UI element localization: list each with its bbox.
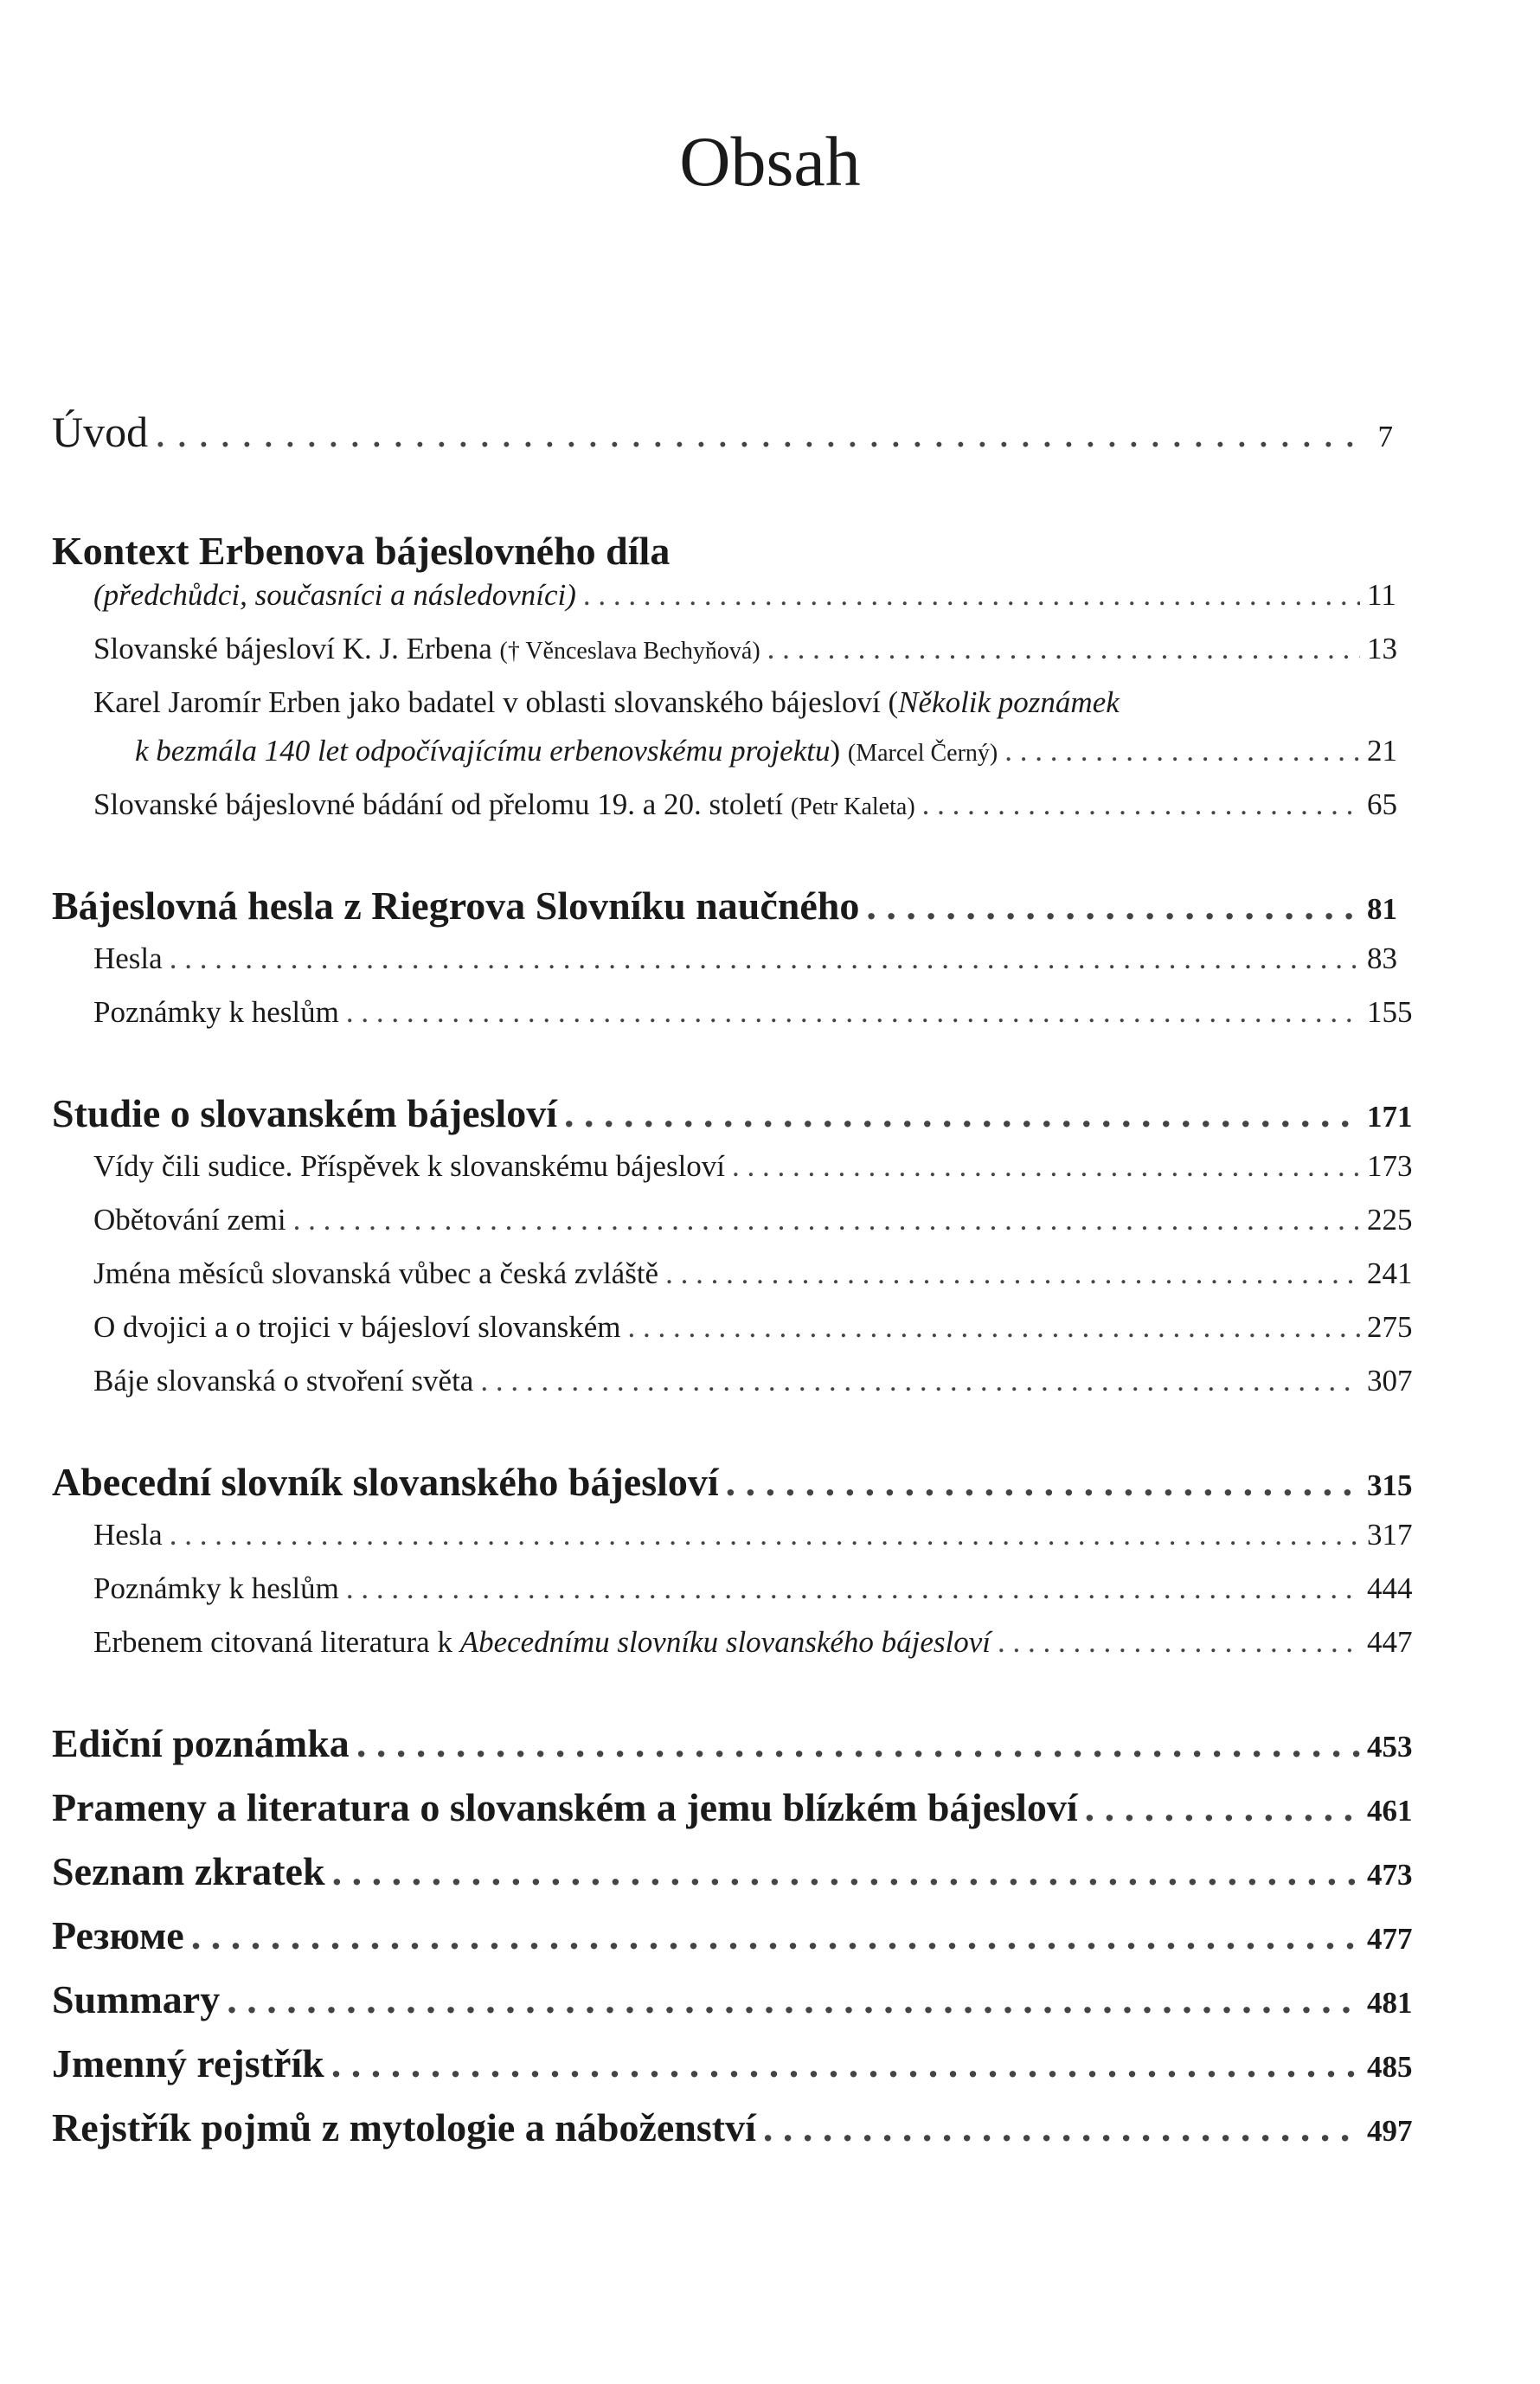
dot-leader	[332, 1848, 1360, 1894]
toc-author: (Petr Kaleta)	[790, 794, 915, 820]
toc-entry-tail[interactable]	[52, 2040, 1413, 2104]
toc-page: 241	[1367, 1256, 1413, 1290]
dot-leader	[1085, 1784, 1360, 1830]
toc-entry-tail[interactable]	[52, 1912, 1413, 1976]
toc-label: Erbenem citovaná literatura k	[93, 1625, 460, 1659]
toc-label: Slovanské bájeslovné bádání od přelomu 19. a 20. století	[93, 787, 784, 821]
dot-leader	[665, 1256, 1360, 1291]
dot-leader	[866, 883, 1360, 929]
toc-page: 477	[1367, 1922, 1413, 1956]
toc-label: Seznam zkratek	[52, 1849, 325, 1893]
toc-entry[interactable]	[52, 1625, 1413, 1679]
toc-label: Hesla	[93, 1518, 163, 1552]
toc-page: 83	[1367, 941, 1397, 975]
dot-leader	[356, 1720, 1360, 1766]
toc-label: Abecední slovník slovanského bájesloví	[52, 1460, 719, 1504]
dot-leader	[346, 1571, 1360, 1606]
toc-page: 447	[1367, 1625, 1413, 1659]
toc-entry-tail[interactable]	[52, 1848, 1413, 1912]
toc-label-italic: k bezmála 140 let odpočívajícímu erbenovskému projektu	[135, 734, 831, 768]
toc-entry-tail[interactable]	[52, 1720, 1413, 1784]
dot-leader	[583, 578, 1360, 613]
toc-page: 485	[1367, 2050, 1413, 2084]
dot-leader	[155, 407, 1360, 457]
toc-section-title[interactable]	[52, 528, 1393, 578]
toc-entry[interactable]	[52, 941, 1397, 995]
toc-author: († Věnceslava Bechyňová)	[499, 638, 760, 665]
toc-entry-tail[interactable]	[52, 2104, 1413, 2169]
toc-label: Bájeslovná hesla z Riegrova Slovníku naučného	[52, 884, 860, 928]
toc-page: 225	[1367, 1203, 1413, 1237]
toc-page: 315	[1367, 1468, 1413, 1502]
toc-page: 171	[1367, 1100, 1413, 1134]
toc-label-italic: Několik poznámek	[898, 685, 1120, 719]
toc-label: (předchůdci, současníci a následovníci)	[93, 578, 576, 612]
toc-page: 275	[1367, 1310, 1413, 1344]
toc-label: Hesla	[93, 941, 163, 975]
toc-page: 317	[1367, 1518, 1413, 1552]
toc-entry[interactable]	[52, 1571, 1413, 1625]
toc-label: Jmenný rejstřík	[52, 2041, 324, 2085]
table-of-contents	[52, 407, 1413, 2169]
toc-page: 7	[1377, 420, 1393, 453]
page-title: Obsah	[679, 122, 861, 201]
dot-leader	[227, 1976, 1360, 2022]
toc-section-subtitle[interactable]	[52, 578, 1396, 632]
toc-label: Vídy čili sudice. Příspěvek k slovanskému bájesloví	[93, 1149, 726, 1183]
dot-leader	[998, 1625, 1360, 1660]
toc-label: Kontext Erbenova bájeslovného díla	[52, 529, 671, 573]
toc-page: 481	[1367, 1986, 1413, 2020]
toc-entry-line2[interactable]: k bezmála 140 let odpočívajícímu erbenovskému projektu) (Marcel Černý) . . . 21	[52, 734, 1393, 787]
toc-entry[interactable]	[52, 632, 1397, 685]
toc-label: Obětování zemi	[93, 1203, 286, 1237]
toc-page: 444	[1367, 1571, 1413, 1605]
toc-author: (Marcel Černý)	[847, 740, 998, 767]
dot-leader	[331, 2040, 1360, 2086]
dot-leader	[922, 787, 1360, 822]
toc-label: Poznámky k heslům	[93, 995, 339, 1029]
toc-page: 13	[1367, 632, 1397, 665]
toc-entry[interactable]	[52, 1310, 1413, 1364]
dot-leader	[726, 1459, 1360, 1505]
dot-leader	[763, 2104, 1360, 2150]
dot-leader	[627, 1310, 1360, 1345]
dot-leader	[170, 1518, 1360, 1552]
dot-leader	[767, 632, 1360, 666]
toc-label: Jména měsíců slovanská vůbec a česká zvláště	[93, 1256, 659, 1290]
toc-section-title[interactable]	[52, 1090, 1413, 1149]
toc-entry-tail[interactable]	[52, 1784, 1413, 1848]
toc-page: 81	[1367, 892, 1397, 926]
toc-label: Úvod	[52, 408, 149, 456]
toc-label: Slovanské bájesloví K. J. Erbena	[93, 632, 492, 665]
toc-entry[interactable]	[52, 787, 1397, 841]
toc-label: Báje slovanská o stvoření světa	[93, 1364, 474, 1398]
toc-label: Rejstřík pojmů z mytologie a náboženství	[52, 2105, 756, 2149]
dot-leader	[732, 1149, 1360, 1184]
toc-section-title[interactable]	[52, 1459, 1413, 1518]
dot-leader	[293, 1203, 1360, 1237]
toc-page: 21	[1367, 734, 1397, 768]
toc-label: Резюме	[52, 1913, 184, 1957]
toc-page: 155	[1367, 995, 1413, 1029]
toc-page: 497	[1367, 2114, 1413, 2148]
dot-leader	[564, 1090, 1360, 1136]
toc-label: Karel Jaromír Erben jako badatel v oblasti slovanského bájesloví (	[93, 685, 899, 719]
toc-entry[interactable]	[52, 1364, 1413, 1417]
dot-leader	[191, 1912, 1360, 1958]
toc-label: Poznámky k heslům	[93, 1571, 339, 1605]
toc-entry[interactable]	[52, 1518, 1413, 1571]
toc-entry[interactable]	[52, 1149, 1413, 1203]
toc-section-title[interactable]	[52, 883, 1397, 941]
dot-leader	[346, 995, 1360, 1030]
toc-entry[interactable]	[52, 1203, 1413, 1256]
dot-leader	[170, 941, 1360, 976]
toc-page: 11	[1367, 578, 1396, 612]
toc-label: Prameny a literatura o slovanském a jemu blízkém bájesloví	[52, 1785, 1078, 1829]
toc-page: 173	[1367, 1149, 1413, 1183]
toc-label: Summary	[52, 1977, 221, 2021]
toc-label: Studie o slovanském bájesloví	[52, 1091, 558, 1135]
toc-page: 65	[1367, 787, 1397, 821]
dot-leader	[1004, 734, 1360, 768]
toc-entry-line1[interactable]	[52, 685, 1393, 734]
toc-entry[interactable]	[52, 995, 1413, 1049]
toc-page: 473	[1367, 1858, 1413, 1892]
toc-entry[interactable]	[52, 1256, 1413, 1310]
toc-entry-intro[interactable]	[52, 407, 1393, 476]
dot-leader	[480, 1364, 1360, 1398]
toc-entry-tail[interactable]	[52, 1976, 1413, 2040]
toc-label: Ediční poznámka	[52, 1721, 350, 1765]
toc-page: 453	[1367, 1730, 1413, 1764]
toc-page: 461	[1367, 1794, 1413, 1828]
toc-page: 307	[1367, 1364, 1413, 1398]
toc-label-italic: Abecednímu slovníku slovanského bájesloví	[459, 1625, 991, 1659]
toc-label: O dvojici a o trojici v bájesloví slovanském	[93, 1310, 621, 1344]
